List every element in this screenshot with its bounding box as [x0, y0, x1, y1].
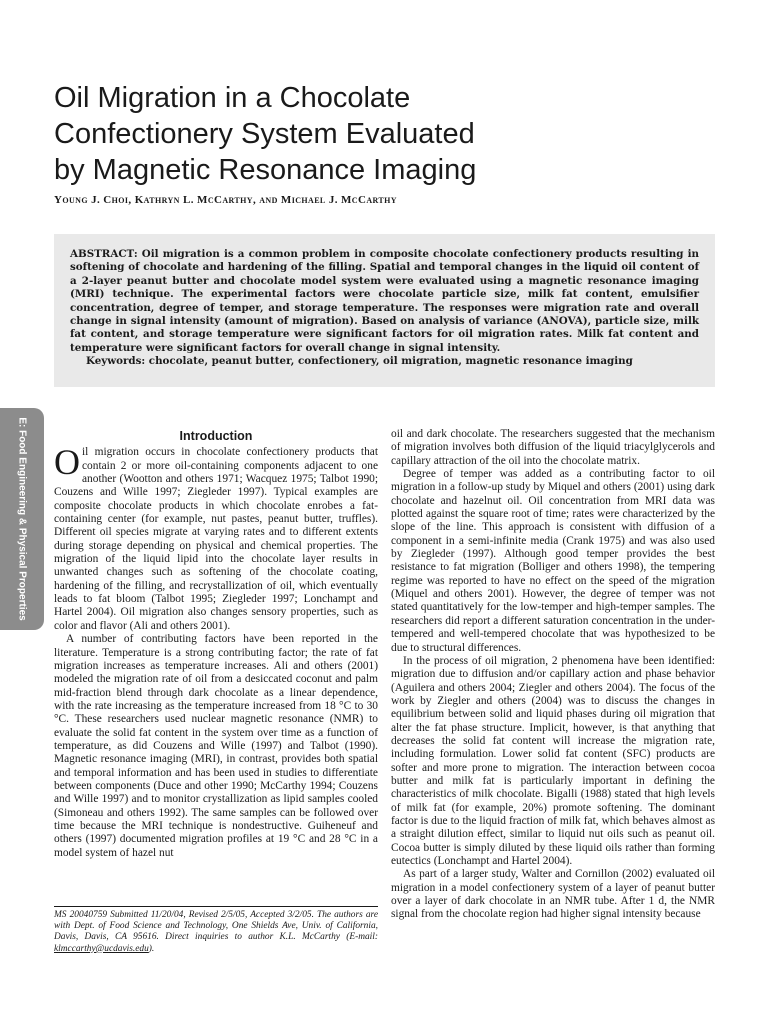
left-column: [54, 428, 378, 860]
body-paragraph: Degree of temper was added as a contributing factor to oil migration in a follow-up study by Miquel and others (2001) using dark chocolate and hazelnut oil. Oil concentration from MRI data was plotted against the square root of time; rates were characterized by the slope of the line. This approach is consistent with diffusion of a component in a semi-infinite media (Crank 1975) and was also used by Ziegleder (1997). Although good temper provides the best resistance to fat migration (Bolliger and others 1998), the tempering regime was reported to have no effect on the speed of the migration (Miquel and others 2001). However, the degree of temper was not stated quantitatively for the low-temper and high-temper samples. The researchers did report a different saturation concentration in the under-tempered and well-tempered chocolate that was hypothesized to be due to structural differences.: [391, 468, 715, 654]
abstract-box: [54, 234, 715, 387]
body-paragraph: oil and dark chocolate. The researchers suggested that the mechanism of migration involves both diffusion of the liquid triacylglycerols and capillary attraction of the oil into the chocolate matrix.: [391, 428, 715, 467]
abstract-text: ABSTRACT: Oil migration is a common problem in composite chocolate confectionery products resulting in softening of chocolate and hardening of the filling. Spatial and temporal changes in the liquid oil content of a 2-layer peanut butter and chocolate model system were evaluated using a magnetic resonance imaging (MRI) technique. The experimental factors were chocolate particle size, milk fat content, emulsifier concentration, degree of temper, and storage temperature. The responses were migration rate and overall change in signal intensity (amount of migration). Based on analysis of variance (ANOVA), particle size, milk fat content, and storage temperature were significant factors for oil migration rates. Milk fat content and temperature were significant factors for overall change in signal intensity.: [70, 248, 699, 354]
footnote-suffix: ).: [148, 943, 155, 954]
paragraph-text: il migration occurs in chocolate confectionery products that contain 2 or more oil-containing components adjacent to one another (Wootton and others 1971; Wacquez 1975; Talbot 1990; Couzens and Wille 1997; Ziegleder 1997). Typical examples are composite chocolate products in which chocolate enrobes a fat-containing center (for example, nut pastes, peanut butter, truffles). Different oil species migrate at varying rates and to different extents during storage depending on physical and chemical properties. The migration of the liquid lipid into the chocolate layer results in unwanted changes such as softening of the chocolate coating, hardening of the filling, and recrystallization of oil, which eventually leads to fat bloom (Talbot 1995; Ziegleder 1997; Lonchampt and Hartel 2004). Oil migration also changes sensory properties, such as color and flavor (Ali and others 2001).: [54, 446, 378, 632]
section-side-tab: [0, 408, 44, 630]
author-email-link[interactable]: klmccarthy@ucdavis.edu: [54, 943, 149, 954]
body-paragraph: As part of a larger study, Walter and Cornillon (2002) evaluated oil migration in a model confectionery system of a layer of peanut butter over a layer of dark chocolate in an NMR tube. After 1 d, the NMR signal from the chocolate region had higher signal intensity because: [391, 868, 715, 921]
side-tab-label: E: Food Engineering & Physical Properties: [16, 417, 28, 621]
body-paragraph: A number of contributing factors have been reported in the literature. Temperature is a strong contributing factor; the rate of fat migration increases as temperature increases. Ali and others (2001) modeled the migration rate of oil from a desiccated coconut and palm mid-fraction blend through dark chocolate as a linear dependence, with the rate increasing as the temperature increased from 18 °C to 30 °C. These researchers used nuclear magnetic resonance (NMR) to evaluate the solid fat content in the system over time as a function of temperature, as did Couzens and Wille (1997) and Talbot (1990). Magnetic resonance imaging (MRI), in contrast, provides both spatial and temporal information and has been used in studies to differentiate between components (Duce and other 1990; McCarthy 1994; Couzens and Wille 1997) and to monitor crystallization as lipid samples cooled (Simoneau and others 1992). The same samples can be followed over time because the MRI technique is nondestructive. Guiheneuf and others (1997) documented migration profiles at 19 °C and 28 °C in a model system of hazel nut: [54, 633, 378, 859]
title-line: Oil Migration in a Chocolate: [54, 82, 411, 114]
title-line: Confectionery System Evaluated: [54, 118, 475, 150]
article-title: [54, 80, 574, 188]
section-heading-introduction: Introduction: [179, 429, 253, 443]
footnote-divider: [54, 906, 378, 907]
author-list: Young J. Choi, Kathryn L. McCarthy, and Michael J. McCarthy: [54, 194, 397, 206]
footnote: [54, 910, 378, 955]
title-line: by Magnetic Resonance Imaging: [54, 154, 477, 186]
keywords: Keywords: chocolate, peanut butter, confectionery, oil migration, magnetic resonance imaging: [86, 355, 633, 368]
drop-cap: O: [54, 442, 80, 483]
body-paragraph: [54, 442, 378, 633]
footnote-text: MS 20040759 Submitted 11/20/04, Revised 2/5/05, Accepted 3/2/05. The authors are with Dept. of Food Science and Technology, One Shields Ave, Univ. of California, Davis, Davis, CA 95616. Direct inquiries to author K.L. McCarthy (E-mail:: [54, 910, 378, 943]
body-paragraph: In the process of oil migration, 2 phenomena have been identified: migration due to diffusion and/or capillary action and phase behavior (Aguilera and others 2004; Ziegler and others 2004). The focus of the work by Ziegler and others (2004) was to discuss the changes in equilibrium between solid and liquid phases during oil migration that alter the fat phase structure. Implicit, however, is that anything that decreases the solid fat content will increase the migration rate, including formulation. Lower solid fat content (SFC) products are softer and more prone to migration. The interaction between cocoa butter and milk fat is particularly important in defining the characteristics of milk chocolate. Bigalli (1988) stated that high levels of milk fat (for example, 20%) promote softening. The dominant factor is due to the liquid fraction of milk fat, which behaves almost as a straight dilution effect, similar to liquid nut oils such as peanut oil. Cocoa butter is simply diluted by these liquid oils rather than forming eutectics (Lonchampt and Hartel 2004).: [391, 654, 715, 867]
right-column: [391, 428, 715, 922]
